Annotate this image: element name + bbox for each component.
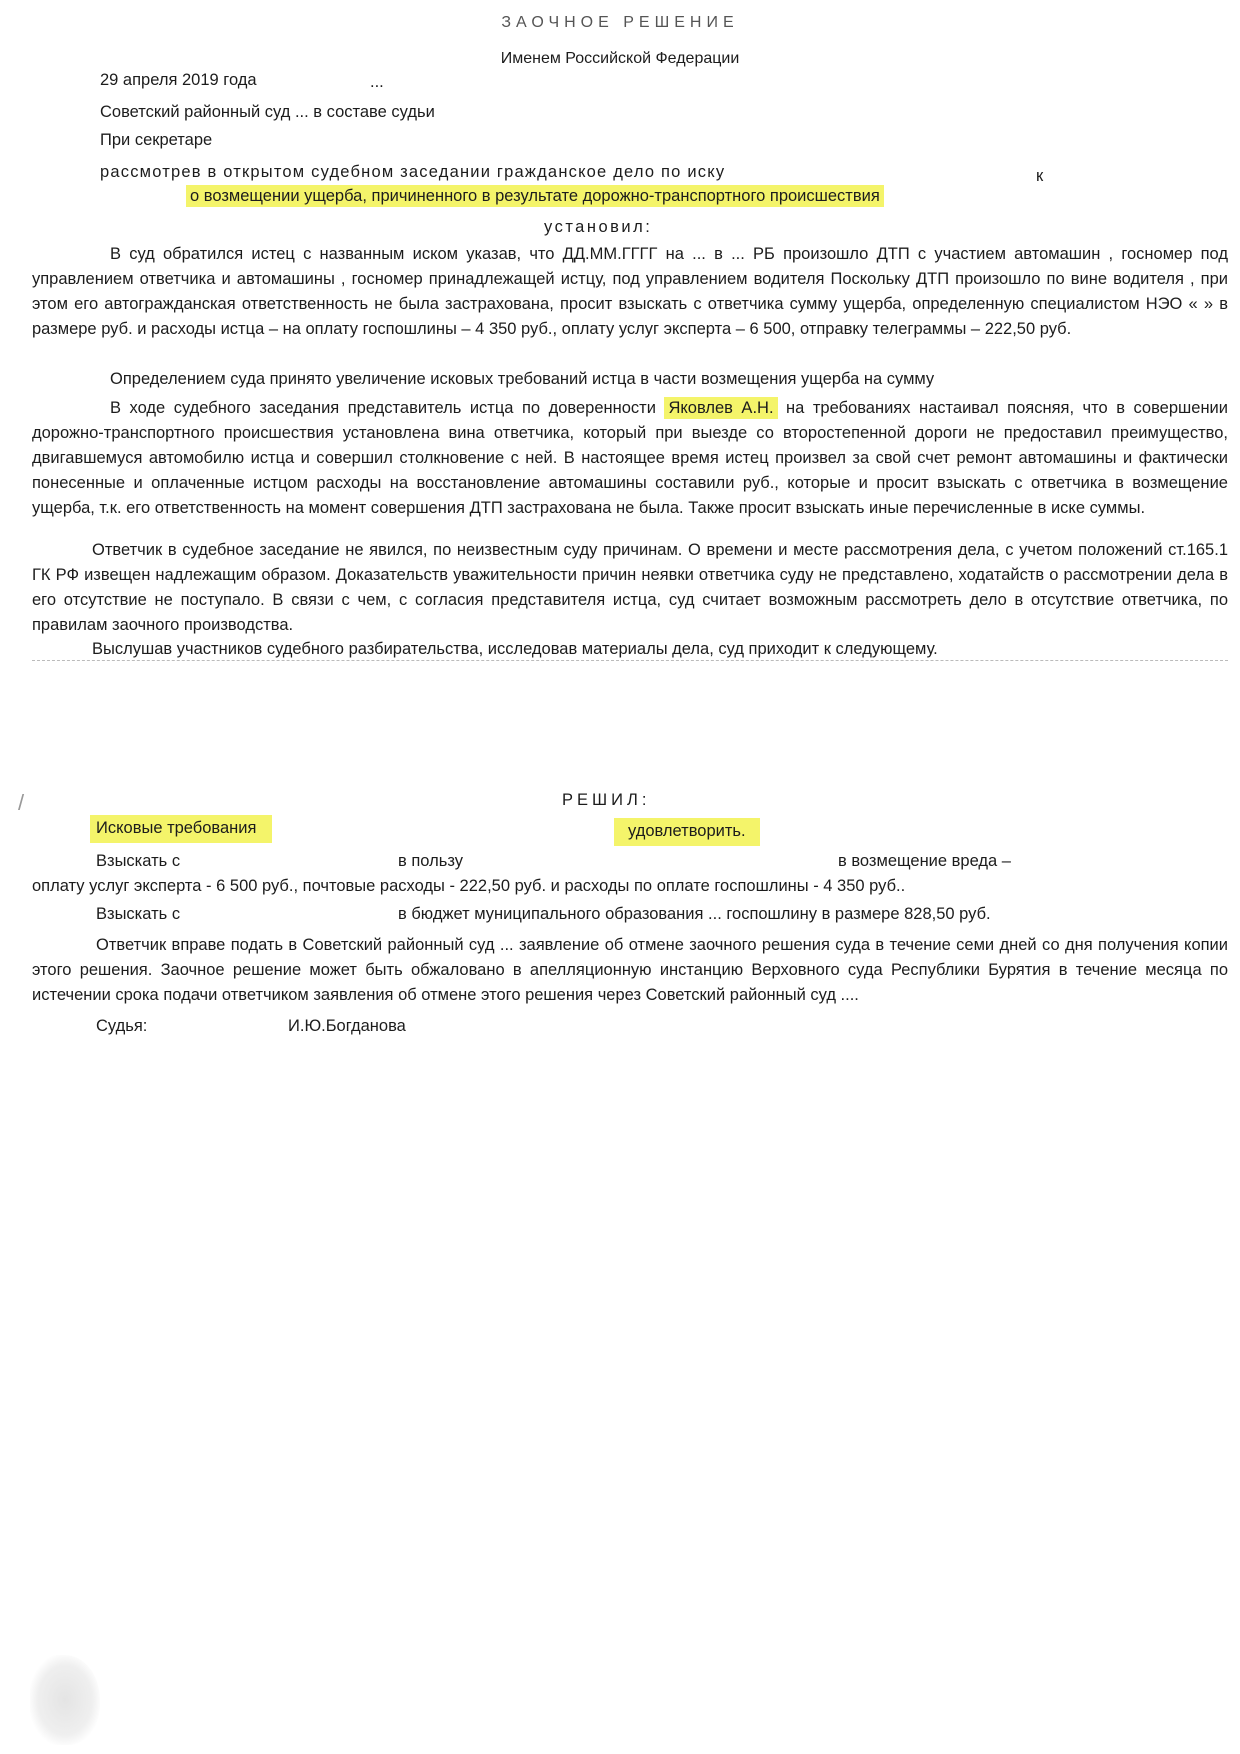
secretary-line: При секретаре: [100, 131, 213, 149]
claim-subject: [186, 187, 884, 206]
paragraph-defendant: Ответчик в судебное заседание не явился, по неизвестным суду причинам. О времени и месте рассмотрения дела, с учетом положений ст.165.1 ГК РФ извещен надлежащим образом. Доказательств уважительности причин неявки ответчика суду не представлено, ходатайств о рассмотрении дела в его отсутствие не поступало. В связи с чем, с согласия представителя истца, суд считает возможным рассмотреть дело в отсутствие ответчика, по правилам заочного производства.: [32, 541, 1228, 634]
scan-mark: /: [18, 790, 25, 815]
document-title: ЗАОЧНОЕ РЕШЕНИЕ: [501, 14, 739, 31]
collect-one-purpose: в возмещение вреда –: [838, 852, 1011, 870]
paragraph-claim: В суд обратился истец с названным иском указав, что ДД.ММ.ГГГГ на ... в ... РБ произошло ДТП с участием автомашин , госномер под управлением ответчика и автомашины , госномер принадлежащей истцу, под управлением водителя Поскольку ДТП произошло по вине водителя , при этом его автогражданская ответственность не была застрахована, просит взыскать с ответчика сумму ущерба, определенную специалистом НЭО « » в размере руб. и расходы истца – на оплату госпошлины – 4 350 руб., оплату услуг эксперта – 6 500, отправку телеграммы – 222,50 руб.: [32, 245, 1228, 338]
collect-two-fee: в бюджет муниципального образования ... госпошлину в размере 828,50 руб.: [398, 905, 991, 923]
paragraph-appeal: Ответчик вправе подать в Советский районный суд ... заявление об отмене заочного решения суда в течение семи дней со дня получения копии этого решения. Заочное решение может быть обжаловано в апелляционную инстанцию Верховного суда Республики Бурятия в течение месяца по истечении срока подачи ответчиком заявления об отмене этого решения через Советский районный суд ....: [32, 936, 1228, 1004]
collect-one-to: в пользу: [398, 852, 463, 870]
representative-text-after: на требованиях настаивал поясняя, что в совершении дорожно-транспортного происшествия установлена вина ответчика, который при выезде со второстепенной дороги не предоставил преимущество, двигавшемуся автомобилю истца и совершил столкновение с ней. В настоящее время истец произвел за свой счет ремонт автомашины и фактически понесенные и оплаченные истцом расходы на восстановление автомашины составили руб., которые и просит взыскать с ответчика в возмещение ущерба, т.к. его ответственность на момент совершения ДТП застрахована не была. Также просит взыскать иные перечисленные в иске суммы.: [32, 399, 1228, 517]
claims-label: Исковые требования: [96, 819, 257, 837]
judge-name: И.Ю.Богданова: [288, 1017, 406, 1035]
scan-divider: [32, 660, 1228, 661]
collect-one-costs: оплату услуг эксперта - 6 500 руб., почтовые расходы - 222,50 руб. и расходы по оплате госпошлины - 4 350 руб..: [32, 877, 906, 895]
claim-subject-text: о возмещении ущерба, причиненного в результате дорожно-транспортного происшествия: [186, 185, 884, 207]
representative-name: Яковлев А.Н.: [664, 397, 777, 419]
document-subtitle: Именем Российской Федерации: [500, 50, 740, 67]
court-composition: Советский районный суд ... в составе судьи: [100, 103, 435, 121]
considered-line: рассмотрев в открытом судебном заседании гражданское дело по иску: [100, 163, 726, 181]
paragraph-increase: Определением суда принято увеличение исковых требований истца в части возмещения ущерба на сумму: [110, 370, 935, 388]
considered-tail: к: [1036, 167, 1044, 185]
decision-date: 29 апреля 2019 года: [100, 71, 257, 89]
scan-smudge: [30, 1655, 100, 1745]
collect-two-from: Взыскать с: [96, 905, 181, 923]
established-heading: установил:: [544, 218, 653, 236]
representative-text-before: В ходе судебного заседания представитель истца по доверенности: [110, 399, 656, 417]
collect-one-from: Взыскать с: [96, 852, 181, 870]
date-ellipsis: ...: [370, 73, 384, 91]
paragraph-conclusion: Выслушав участников судебного разбирательства, исследовав материалы дела, суд приходит к следующему.: [92, 640, 938, 658]
judge-label: Судья:: [96, 1017, 148, 1035]
paragraph-representative: [32, 396, 1228, 521]
satisfy-label: удовлетворить.: [628, 822, 746, 840]
decision-heading: РЕШИЛ:: [562, 791, 651, 809]
